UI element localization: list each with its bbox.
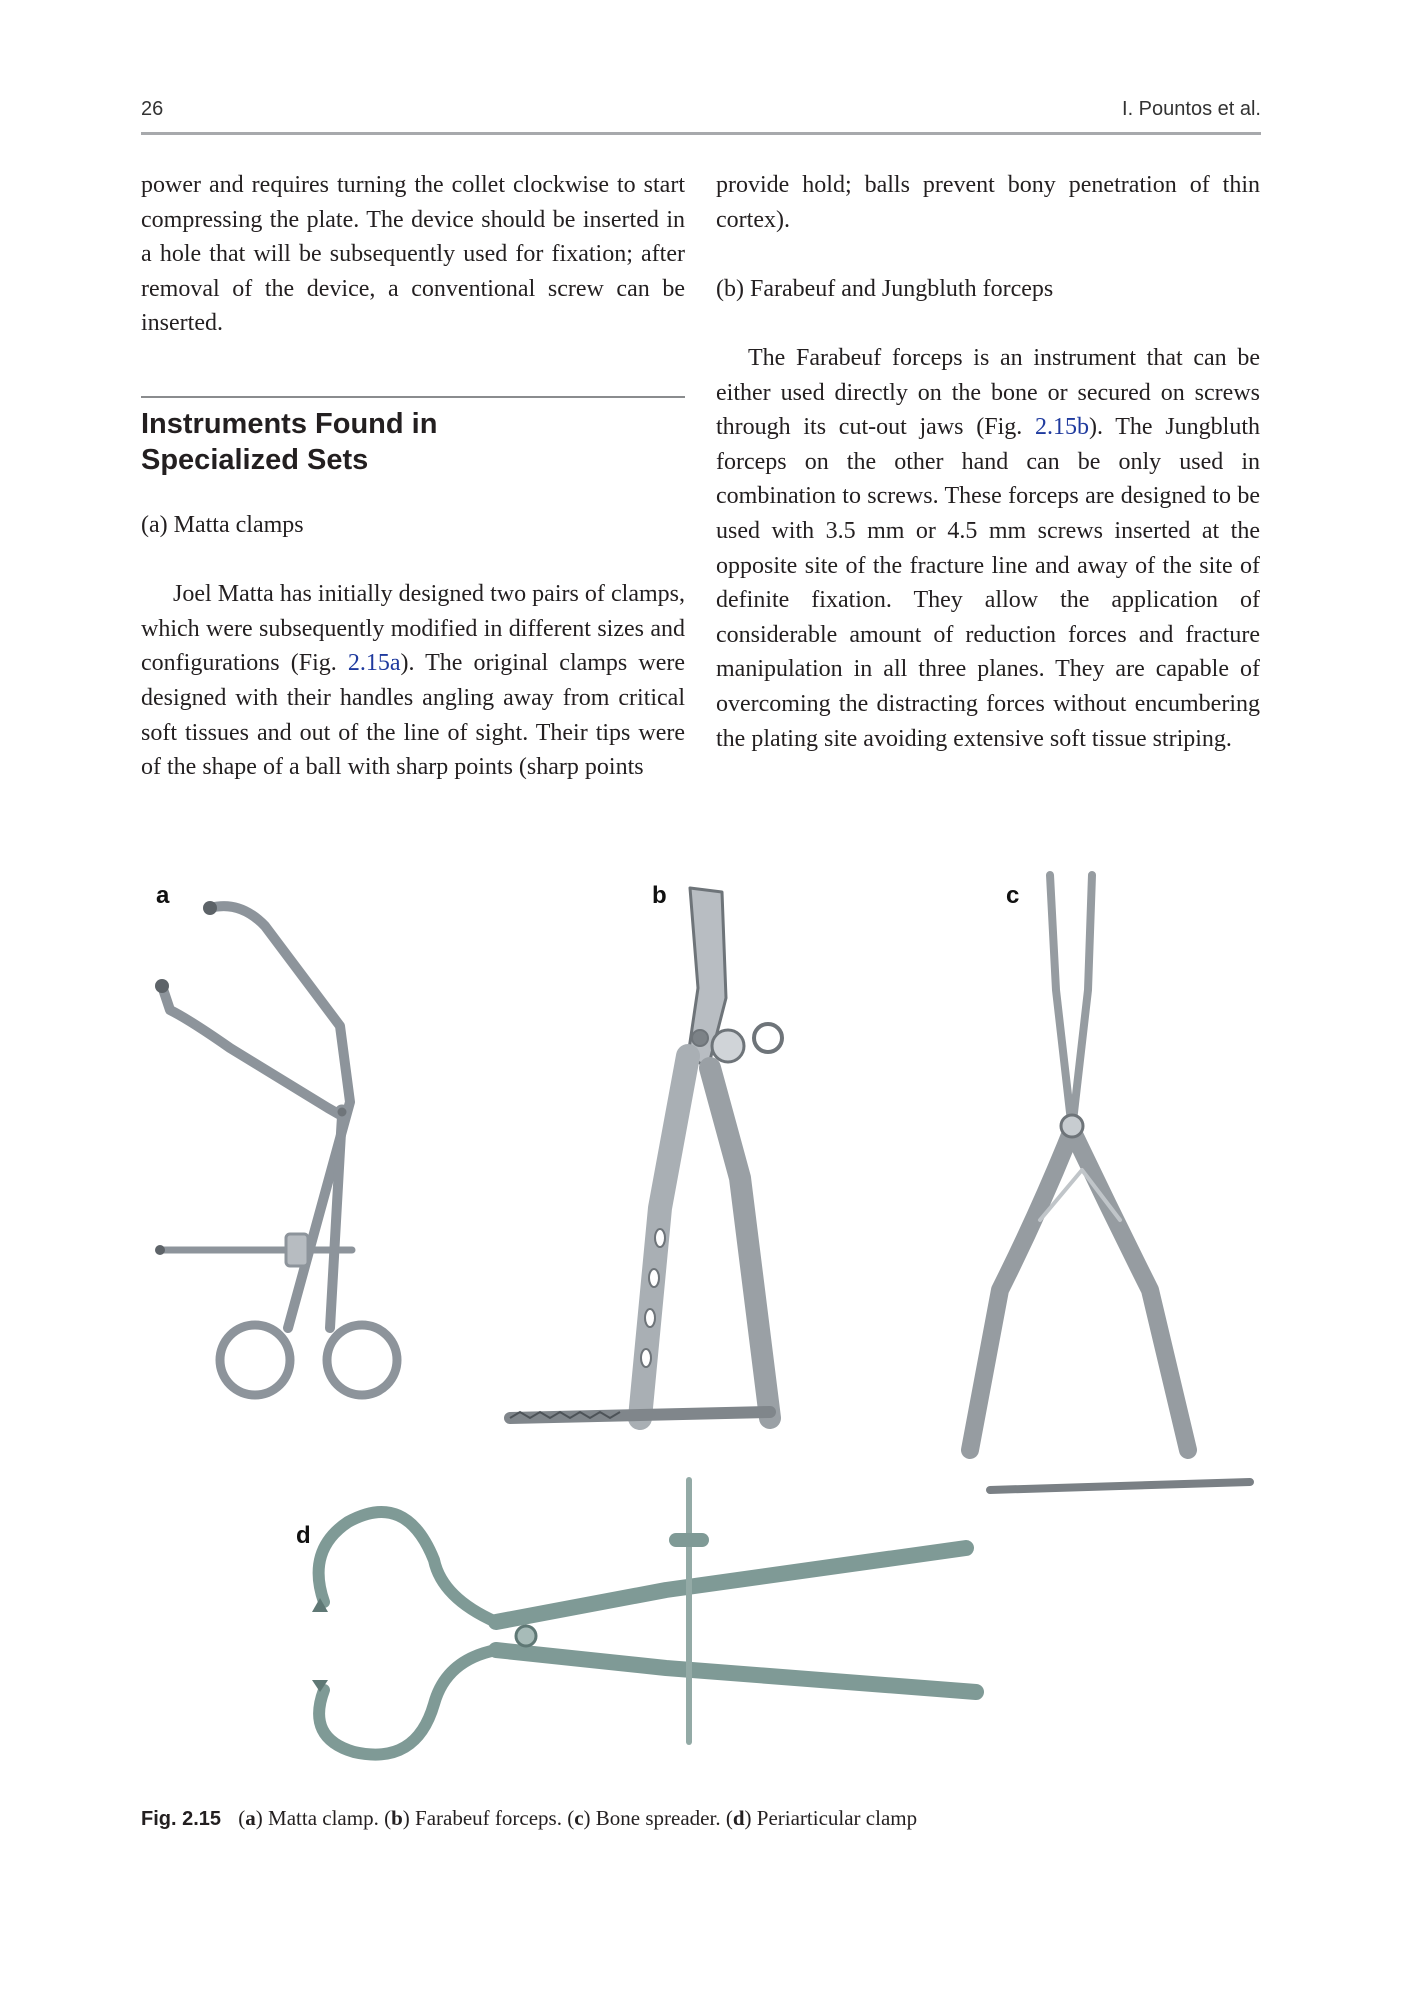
caption-letter-a: a [245,1806,256,1830]
panel-label-b: b [652,882,667,909]
left-paragraph-2-post: ). The original clamps were designed with their handles angling away from critical soft tissues and out of the line of sight. Their tips were of the shape of a ball with sharp points (sharp points [141,650,685,781]
section-title-line2: Specialized Sets [141,444,369,476]
section-title [141,406,685,478]
caption-item-d: Periarticular clamp [756,1806,918,1830]
right-paragraph-1: provide hold; balls prevent bony penetration of thin cortex). [716,172,1260,233]
caption-letter-d: d [732,1806,745,1830]
caption-item-a: Matta clamp. [268,1806,379,1830]
panel-label-a: a [156,882,170,909]
caption-item-c: Bone spreader. [595,1806,721,1830]
section-rule [141,396,685,398]
caption-letter-b: b [391,1806,403,1830]
caption-item-b: Farabeuf forceps. [415,1806,562,1830]
caption-text: (a) Matta clamp. (b) Farabeuf forceps. (c) Bone spreader. (d) Periarticular clamp [238,1806,918,1830]
header-rule [141,132,1261,135]
left-paragraph-2-pre: Joel Matta has initially designed two pairs of clamps, which were subsequently modified in different sizes and configurations (Fig. [141,581,685,677]
panel-label-c: c [1006,882,1020,909]
figure-caption [141,1804,1261,1833]
subheading-matta: (a) Matta clamps [141,512,304,538]
caption-letter-c: c [574,1806,584,1830]
page-number: 26 [141,98,164,120]
left-paragraph-2 [141,577,685,785]
panel-label-d: d [296,1522,311,1549]
figure-ref-2-15b[interactable]: 2.15b [1034,414,1089,441]
figure-ref-2-15a[interactable]: 2.15a [347,650,401,677]
left-column-lower [141,508,685,785]
left-column [141,168,685,341]
caption-figure-label: Fig. 2.15 [141,1808,222,1830]
matta-clamp-illustration [140,890,470,1430]
farabeuf-forceps-illustration [500,878,800,1458]
right-paragraph-2-pre: The Farabeuf forceps is an instrument that can be either used directly on the bone or secured on screws through its cut-out jaws (Fig. [716,344,1260,441]
left-paragraph-1: power and requires turning the collet clockwise to start compressing the plate. The device should be inserted in a hole that will be subsequently used for fixation; after removal of the device, a conventional screw can be inserted. [141,172,685,337]
running-header-author: I. Pountos et al. [1122,98,1261,120]
subheading-farabeuf: (b) Farabeuf and Jungbluth forceps [716,275,1054,302]
section-title-line1: Instruments Found in [141,408,438,440]
bone-spreader-illustration [960,870,1260,1510]
right-column [716,168,1260,756]
periarticular-clamp-illustration [296,1470,996,1770]
right-paragraph-2 [716,341,1260,756]
right-paragraph-2-post: ). The Jungbluth forceps on the other hand can be only used in combination to screws. These forceps are designed to be used with 3.5 mm or 4.5 mm screws inserted at the opposite site of the fracture line and away of the site of definite fixation. They allow the application of considerable amount of reduction forces and fracture manipulation in all three planes. They are capable of overcoming the distracting forces without encumbering the plating site avoiding extensive soft tissue striping. [716,414,1260,752]
